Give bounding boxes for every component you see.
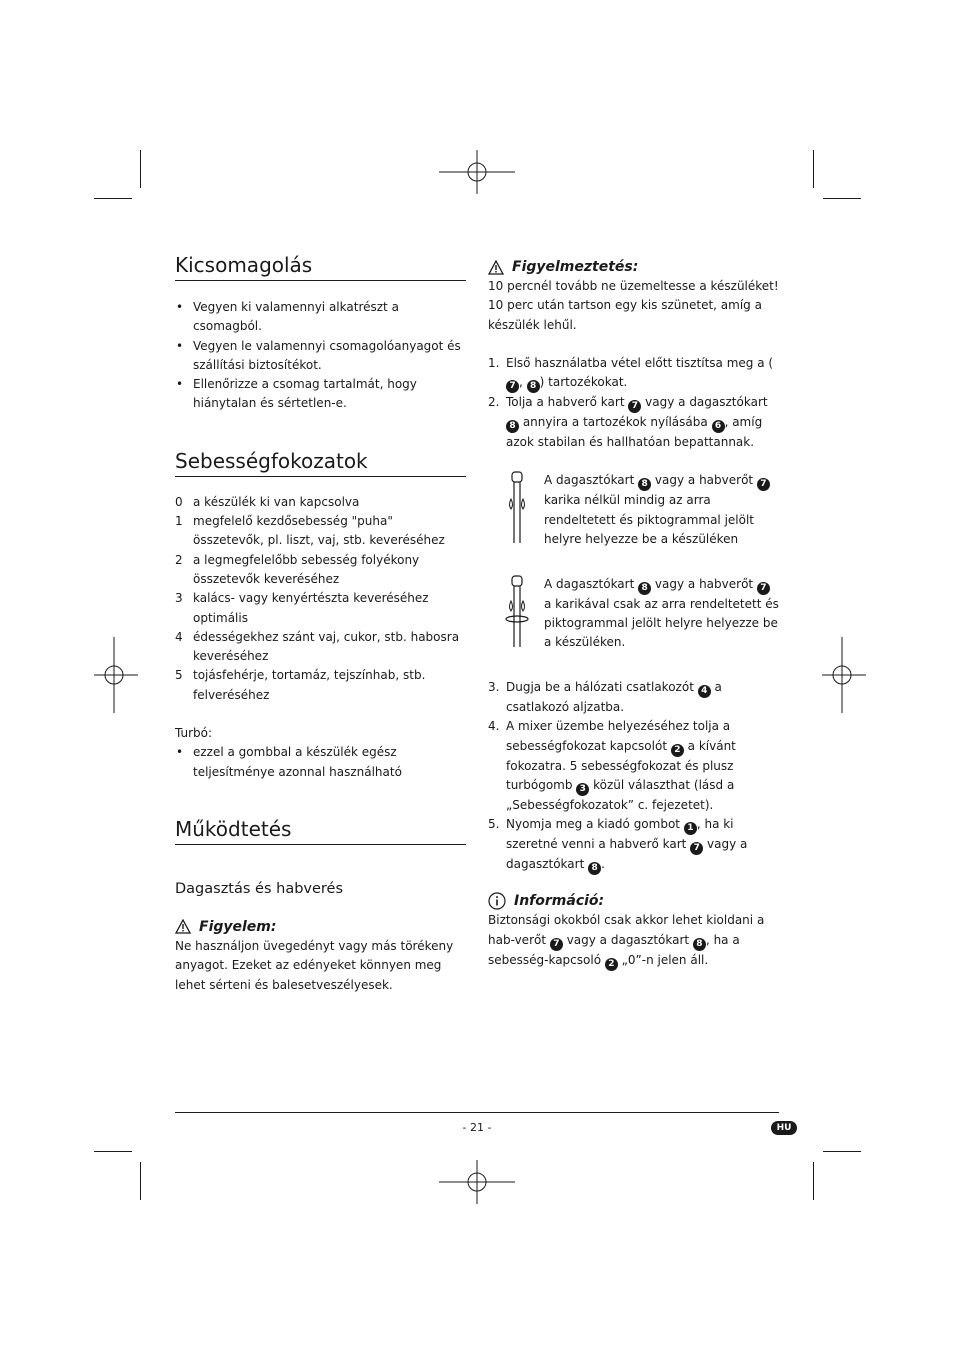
beater-with-ring-figure <box>488 575 538 659</box>
warning-text-2: 10 perc után tartson egy kis szünetet, amíg a készülék lehűl. <box>488 298 762 332</box>
warning-text-1: 10 percnél tovább ne üzemeltesse a készüléket! <box>488 279 779 293</box>
figure-block-1 <box>488 471 779 555</box>
figure-text-2: A dagasztókart 8 vagy a habverőt 7 a karikával csak az arra rendeltetett és piktogrammal jelölt helyre helyezze be a készüléken. <box>544 576 779 650</box>
warning-triangle-icon <box>488 260 504 275</box>
number-3-icon: 3 <box>576 783 589 796</box>
language-badge: HU <box>771 1121 797 1135</box>
number-7-icon: 7 <box>628 400 641 413</box>
beaters-with-ring-icon <box>488 575 538 653</box>
list-item: 2 a legmegfelelőbb sebesség folyékony összetevők keveréséhez <box>175 552 420 586</box>
info-text: Biztonsági okokból csak akkor lehet kioldani a hab-verőt 7 vagy a dagasztókart 8 , ha a sebesség-kapcsoló 2 „0”-n jelen áll. <box>488 913 765 969</box>
unpacking-list <box>175 298 466 414</box>
attention-heading <box>175 917 466 937</box>
number-7-icon: 7 <box>690 842 703 855</box>
step-3: 3. Dugja be a hálózati csatlakozót 4 a csatlakozó aljzatba. <box>488 680 722 715</box>
figure-block-2 <box>488 575 779 659</box>
subsection-title-kneading: Dagasztás és habverés <box>175 880 344 897</box>
list-item: 3 kalács- vagy kenyértészta keveréséhez optimális <box>175 591 429 625</box>
footer-divider <box>175 1112 779 1113</box>
number-7-icon: 7 <box>506 380 519 393</box>
list-item: • Vegyen ki valamennyi alkatrészt a csomagból. <box>175 298 466 337</box>
turbo-label: Turbó: <box>175 726 213 741</box>
number-4-icon: 4 <box>698 685 711 698</box>
list-item: • Vegyen le valamennyi csomagolóanyagot és szállítási biztosítékot. <box>175 337 466 376</box>
number-8-icon: 8 <box>693 938 706 951</box>
left-column <box>175 252 466 995</box>
warning-triangle-icon <box>175 919 191 934</box>
steps-list <box>488 354 779 453</box>
step-1: 1. Első használatba vétel előtt tisztítsa meg a (7 , 8 ) tartozékokat. <box>488 355 774 392</box>
warning-title: Figyelmeztetés: <box>512 259 639 275</box>
list-item: • Ellenőrizze a csomag tartalmát, hogy hiánytalan és sértetlen-e. <box>175 375 466 414</box>
number-7-icon: 7 <box>550 938 563 951</box>
steps-list-continued <box>488 678 779 875</box>
number-2-icon: 2 <box>671 744 684 757</box>
number-1-icon: 1 <box>684 822 697 835</box>
number-8-icon: 8 <box>588 862 601 875</box>
speeds-list <box>175 493 466 705</box>
section-title-speeds: Sebességfokozatok <box>175 448 466 477</box>
number-8-icon: 8 <box>638 478 651 491</box>
section-title-operation: Működtetés <box>175 816 466 845</box>
step-2: 2. Tolja a habverő kart 7 vagy a dagasztókart 8 annyira a tartozékok nyílásába 6 , amíg azok stabilan és hallhatóan bepattannak. <box>488 395 768 450</box>
warning-heading <box>488 257 779 277</box>
section-title-unpacking: Kicsomagolás <box>175 252 466 281</box>
list-item: 0 a készülék ki van kapcsolva <box>175 494 360 509</box>
info-heading <box>488 891 779 911</box>
figure-text-1: A dagasztókart 8 vagy a habverőt 7 karika nélkül mindig az arra rendeltetett és piktogrammal jelölt helyre helyezze be a készüléken <box>544 471 779 555</box>
list-item: 1 megfelelő kezdősebesség "puha" összetevők, pl. liszt, vaj, stb. keveréséhez <box>175 514 445 548</box>
number-2-icon: 2 <box>605 958 618 971</box>
step-5: 5. Nyomja meg a kiadó gombot 1 , ha ki szeretné venni a habverő kart 7 vagy a dagasztókart 8 . <box>488 817 748 874</box>
info-title: Információ: <box>514 893 605 910</box>
beater-without-ring-figure <box>488 471 538 555</box>
list-item: 4 édességekhez szánt vaj, cukor, stb. habosra keveréséhez <box>175 629 460 664</box>
page-number: - 21 - <box>462 1121 492 1134</box>
turbo-item: • ezzel a gombbal a készülék egész teljesítménye azonnal használható <box>175 743 466 782</box>
beaters-icon <box>488 471 538 549</box>
number-7-icon: 7 <box>757 478 770 491</box>
number-7-icon: 7 <box>757 582 770 595</box>
attention-text: Ne használjon üvegedényt vagy más törékeny anyagot. Ezeket az edényeket könnyen meg lehet sérteni és balesetveszélyesek. <box>175 938 454 992</box>
number-6-icon: 6 <box>712 420 725 433</box>
list-item: 5 tojásfehérje, tortamáz, tejszínhab, stb. felveréséhez <box>175 668 426 702</box>
number-8-icon: 8 <box>638 582 651 595</box>
number-8-icon: 8 <box>506 420 519 433</box>
right-column <box>488 252 779 971</box>
step-4: 4. A mixer üzembe helyezéséhez tolja a sebességfokozat kapcsolót 2 a kívánt fokozatra. 5 sebességfokozat és plusz turbógomb 3 közül választhat (lásd a „Sebességfokozatok” c. fejezetet). <box>488 719 736 812</box>
attention-title: Figyelem: <box>199 918 277 935</box>
info-icon <box>488 892 506 910</box>
number-8-icon: 8 <box>527 380 540 393</box>
